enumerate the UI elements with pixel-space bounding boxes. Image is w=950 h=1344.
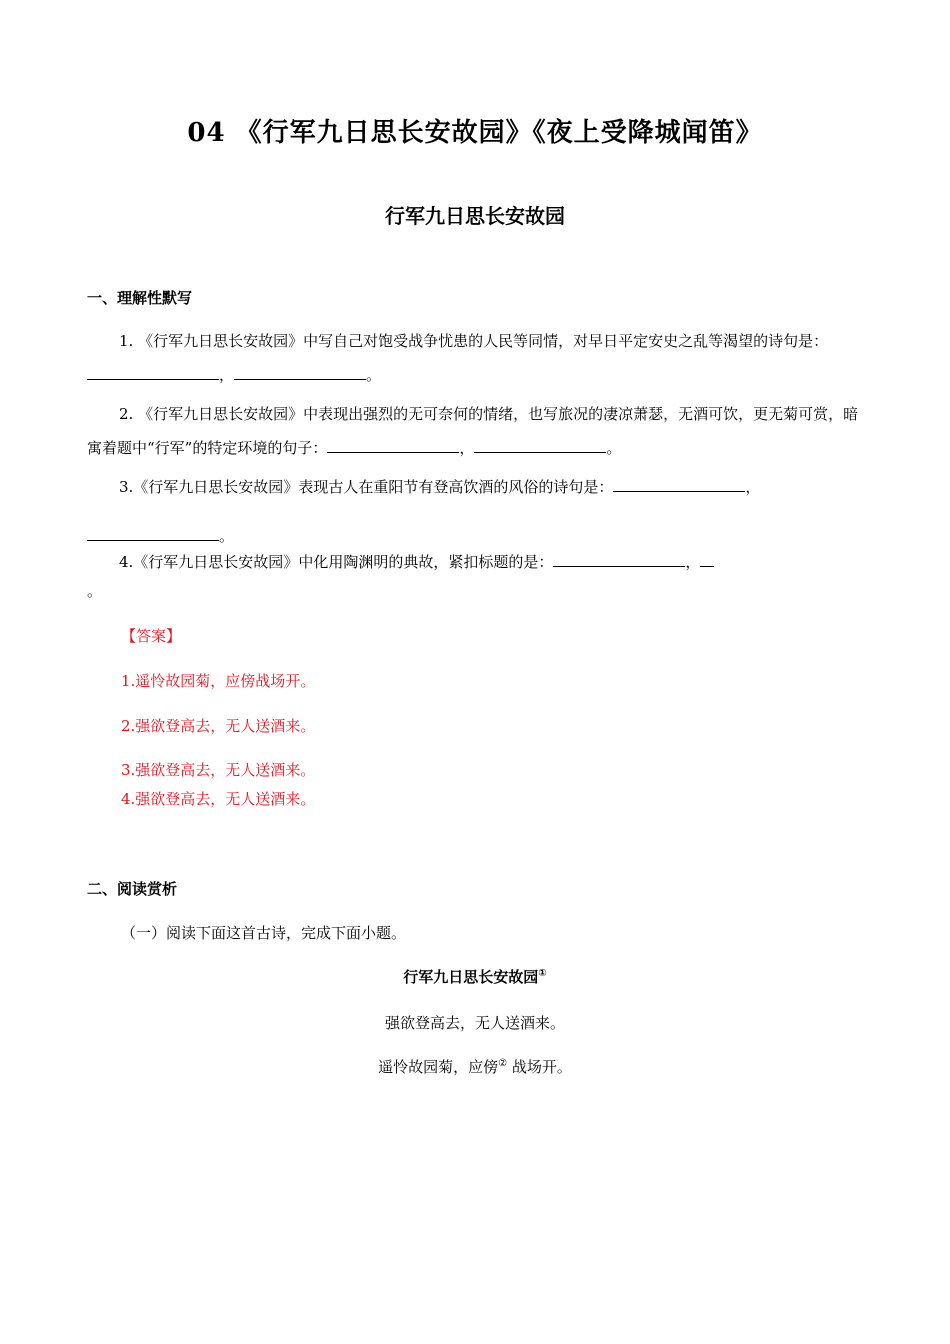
answer-blank[interactable] xyxy=(700,550,714,567)
section-heading-dictation: 一、理解性默写 xyxy=(87,289,193,307)
answer-3: 3.强欲登高去，无人送酒来。 xyxy=(121,761,316,779)
answer-blank[interactable] xyxy=(87,363,219,380)
question-2: 2. 《行军九日思长安故园》中表现出强烈的无可奈何的情绪，也写旅况的凄凉萧瑟，无酒可饮，更无菊可赏，暗寓着题中“行军”的特定环境的句子： ， 。 xyxy=(87,405,859,457)
answer-blank[interactable] xyxy=(553,550,685,567)
reading-intro: （一）阅读下面这首古诗，完成下面小题。 xyxy=(121,924,407,942)
poem-line-1: 强欲登高去，无人送酒来。 xyxy=(384,1014,565,1032)
answer-blank[interactable] xyxy=(87,524,219,541)
poem-title: 行军九日思长安故园① xyxy=(403,968,547,986)
question-3: 3.《行军九日思长安故园》表现古人在重阳节有登高饮酒的风俗的诗句是： ， xyxy=(87,470,863,504)
answer-blank[interactable] xyxy=(234,363,366,380)
question-4: 4.《行军九日思长安故园》中化用陶渊明的典故，紧扣标题的是： ， xyxy=(87,545,863,579)
poem-line-2: 遥怜故园菊，应傍② 战场开。 xyxy=(378,1058,572,1076)
footnote-marker[interactable]: ① xyxy=(538,968,547,979)
question-4-end: 。 xyxy=(87,582,103,600)
question-1: 1. 《行军九日思长安故园》中写自己对饱受战争忧患的人民等同情，对早日平定安史之乱等渴望的诗句是：， 。 xyxy=(87,324,863,392)
answer-blank[interactable] xyxy=(474,436,606,453)
answer-blank[interactable] xyxy=(327,436,459,453)
question-text: 4.《行军九日思长安故园》中化用陶渊明的典故，紧扣标题的是： xyxy=(119,553,554,571)
question-text: 3.《行军九日思长安故园》表现古人在重阳节有登高饮酒的风俗的诗句是： xyxy=(119,478,614,496)
footnote-marker[interactable]: ② xyxy=(498,1058,508,1069)
question-text: 2. 《行军九日思长安故园》中表现出强烈的无可奈何的情绪，也写旅况的凄凉萧瑟，无酒可饮，更无菊可赏，暗寓着题中“行军”的特定环境的句子： xyxy=(87,405,859,457)
document-title: 04 《行军九日思长安故园》《夜上受降城闻笛》 xyxy=(187,118,763,148)
question-text: 1. 《行军九日思长安故园》中写自己对饱受战争忧患的人民等同情，对早日平定安史之乱等渴望的诗句是： xyxy=(119,332,829,350)
poem-subtitle: 行军九日思长安故园 xyxy=(385,204,565,228)
section-heading-reading: 二、阅读赏析 xyxy=(87,880,178,898)
answer-blank[interactable] xyxy=(613,475,745,492)
answer-1: 1.遥怜故园菊，应傍战场开。 xyxy=(121,672,316,690)
answer-2: 2.强欲登高去，无人送酒来。 xyxy=(121,717,316,735)
question-3-line2: 。 xyxy=(87,524,234,546)
answer-4: 4.强欲登高去，无人送酒来。 xyxy=(121,790,316,808)
answer-label: 【答案】 xyxy=(121,627,182,645)
